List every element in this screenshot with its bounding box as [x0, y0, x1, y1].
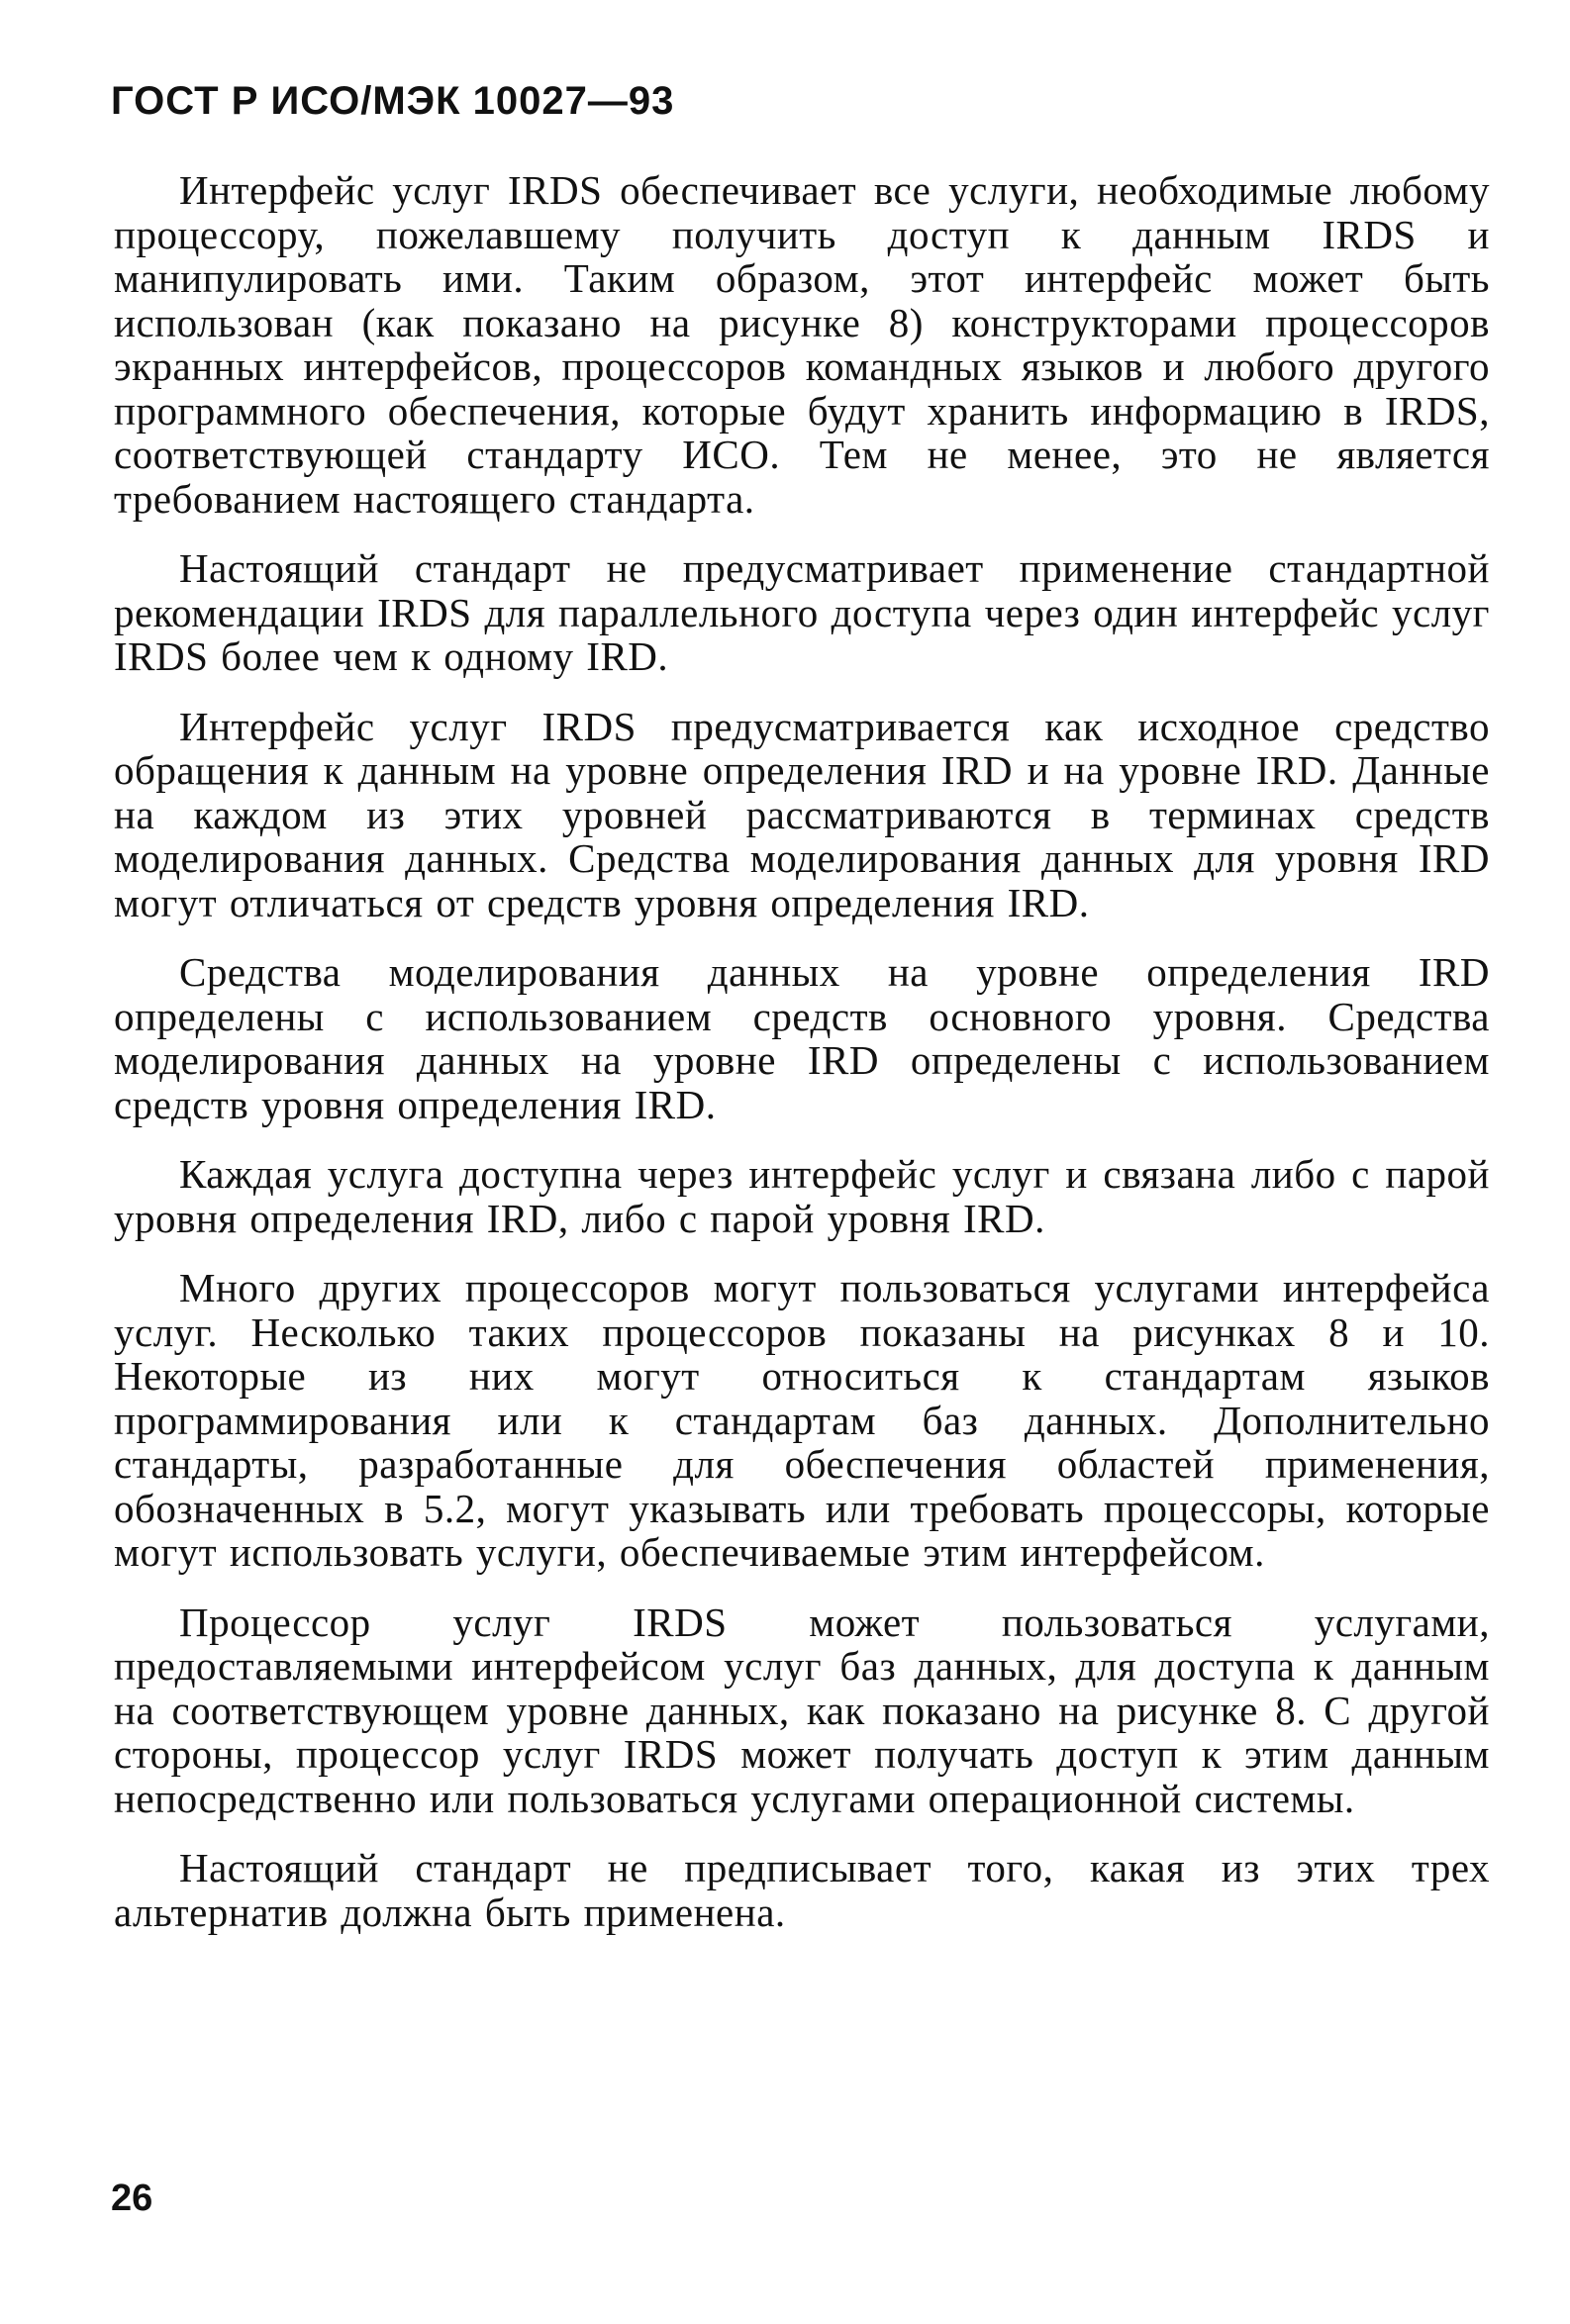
page-number: 26: [111, 2178, 153, 2219]
paragraph-2: Настоящий стандарт не предусматривает применение стандартной рекомендации IRDS для параллельного доступа через один интерфейс услуг IRDS более чем к одному IRD.: [114, 545, 1490, 679]
document-body: [114, 168, 1490, 1960]
paragraph-4: Средства моделирования данных на уровне определения IRD определены с использованием средств основного уровня. Средства моделирования данных на уровне IRD определены с использованием средств уровня определения IRD.: [114, 949, 1490, 1127]
paragraph-6: Много других процессоров могут пользоваться услугами интерфейса услуг. Несколько таких процессоров показаны на рисунках 8 и 10. Некоторые из них могут относиться к стандартам языков программирования или к стандартам баз данных. Дополнительно стандарты, разработанные для обеспечения областей применения, обозначенных в 5.2, могут указывать или требовать процессоры, которые могут использовать услуги, обеспечиваемые этим интерфейсом.: [114, 1265, 1490, 1575]
paragraph-5: Каждая услуга доступна через интерфейс услуг и связана либо с парой уровня определения IRD, либо с парой уровня IRD.: [114, 1151, 1490, 1241]
paragraph-1: Интерфейс услуг IRDS обеспечивает все услуги, необходимые любому процессору, пожелавшему получить доступ к данным IRDS и манипулировать ими. Таким образом, этот интерфейс может быть использован (как показано на рисунке 8) конструкторами процессоров экранных интерфейсов, процессоров командных языков и любого другого программного обеспечения, которые будут хранить информацию в IRDS, соответствующей стандарту ИСО. Тем не менее, это не является требованием настоящего стандарта.: [114, 167, 1490, 522]
paragraph-8: Настоящий стандарт не предписывает того, какая из этих трех альтернатив должна быть применена.: [114, 1845, 1490, 1935]
document-header: ГОСТ Р ИСО/МЭК 10027—93: [111, 79, 675, 123]
paragraph-7: Процессор услуг IRDS может пользоваться услугами, предоставляемыми интерфейсом услуг баз данных, для доступа к данным на соответствующем уровне данных, как показано на рисунке 8. С другой стороны, процессор услуг IRDS может получать доступ к этим данным непосредственно или пользоваться услугами операционной системы.: [114, 1598, 1490, 1821]
paragraph-3: Интерфейс услуг IRDS предусматривается как исходное средство обращения к данным на уровне определения IRD и на уровне IRD. Данные на каждом из этих уровней рассматриваются в терминах средств моделирования данных. Средства моделирования данных для уровня IRD могут отличаться от средств уровня определения IRD.: [114, 703, 1490, 925]
